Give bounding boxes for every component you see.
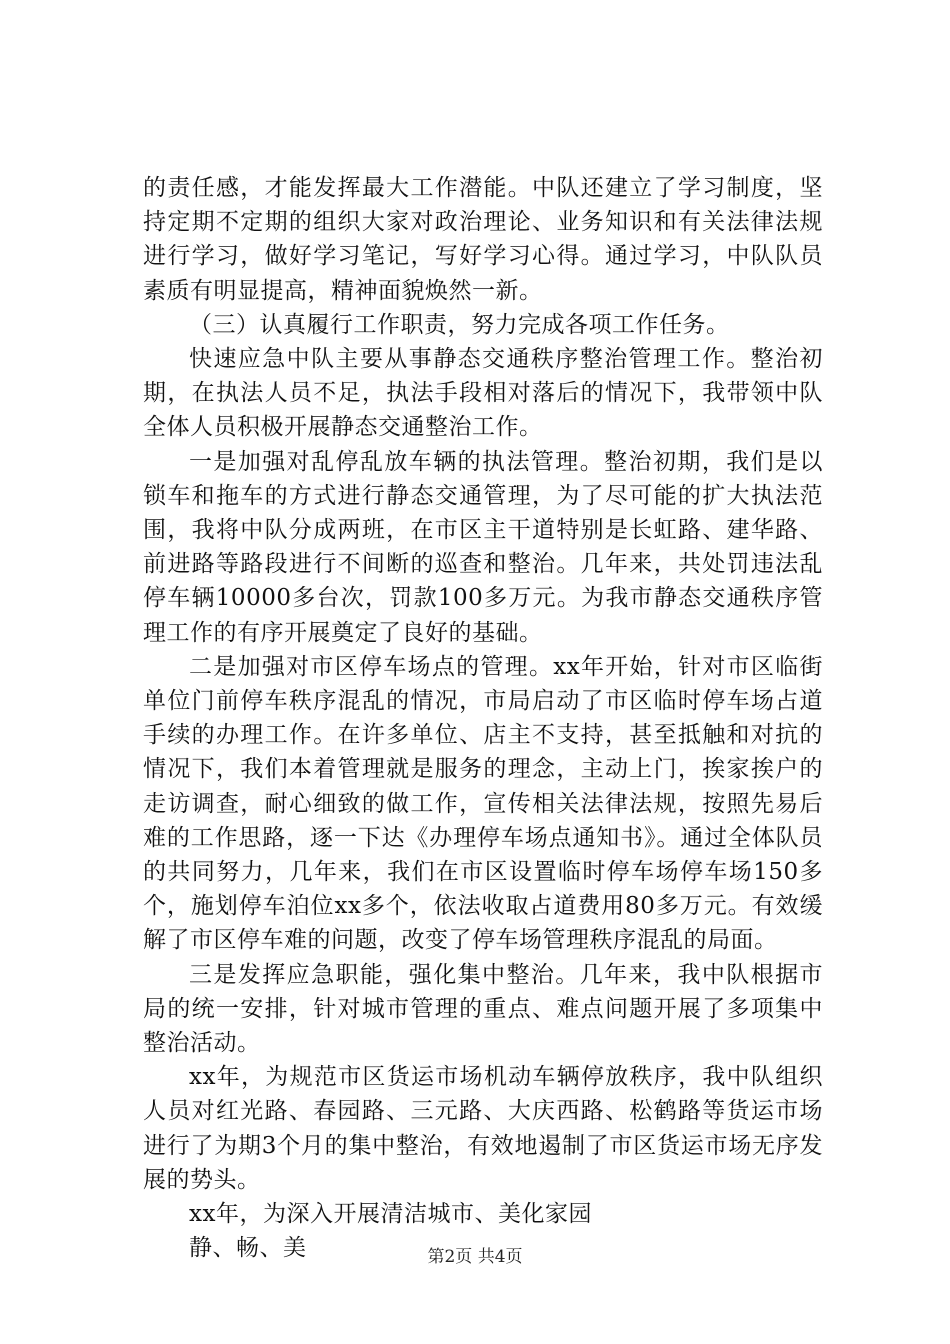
paragraph: 快速应急中队主要从事静态交通秩序整治管理工作。整治初期，在执法人员不足，执法手段相对落后的情况下，我带领中队全体人员积极开展静态交通整治工作。 <box>143 346 823 441</box>
paragraph: 二是加强对市区停车场点的管理。xx年开始，针对市区临街单位门前停车秩序混乱的情况，市局启动了市区临时停车场占道手续的办理工作。在许多单位、店主不支持，甚至抵触和对抗的情况下，我们本着管理就是服务的理念，主动上门，挨家挨户的走访调查，耐心细致的做工作，宣传相关法律法规，按照先易后难的工作思路，逐一下达《办理停车场点通知书》。通过全体队员的共同努力，几年来，我们在市区设置临时停车场停车场150多个，施划停车泊位xx多个，依法收取占道费用80多万元。有效缓解了市区停车难的问题，改变了停车场管理秩序混乱的局面。 <box>143 653 823 954</box>
document-body <box>143 171 823 1266</box>
paragraph: 静、畅、美 <box>189 1235 307 1262</box>
paragraph: xx年，为规范市区货运市场机动车辆停放秩序，我中队组织人员对红光路、春园路、三元路、大庆西路、松鹤路等货运市场进行了为期3个月的集中整治，有效地遏制了市区货运市场无序发展的势头。 <box>143 1064 823 1193</box>
section-heading: （三）认真履行工作职责，努力完成各项工作任务。 <box>189 311 730 338</box>
page-footer: 第2页 共4页 <box>427 1247 523 1267</box>
paragraph: xx年，为深入开展清洁城市、美化家园 <box>189 1201 592 1228</box>
paragraph-continuation: 的责任感，才能发挥最大工作潜能。中队还建立了学习制度，坚持定期不定期的组织大家对政治理论、业务知识和有关法律法规进行学习，做好学习笔记，写好学习心得。通过学习，中队队员素质有明显提高，精神面貌焕然一新。 <box>143 175 823 304</box>
paragraph: 一是加强对乱停乱放车辆的执法管理。整治初期，我们是以锁车和拖车的方式进行静态交通管理，为了尽可能的扩大执法范围，我将中队分成两班，在市区主干道特别是长虹路、建华路、前进路等路段进行不间断的巡查和整治。几年来，共处罚违法乱停车辆10000多台次，罚款100多万元。为我市静态交通秩序管理工作的有序开展奠定了良好的基础。 <box>143 448 823 646</box>
paragraph: 三是发挥应急职能，强化集中整治。几年来，我中队根据市局的统一安排，针对城市管理的重点、难点问题开展了多项集中整治活动。 <box>143 961 823 1057</box>
